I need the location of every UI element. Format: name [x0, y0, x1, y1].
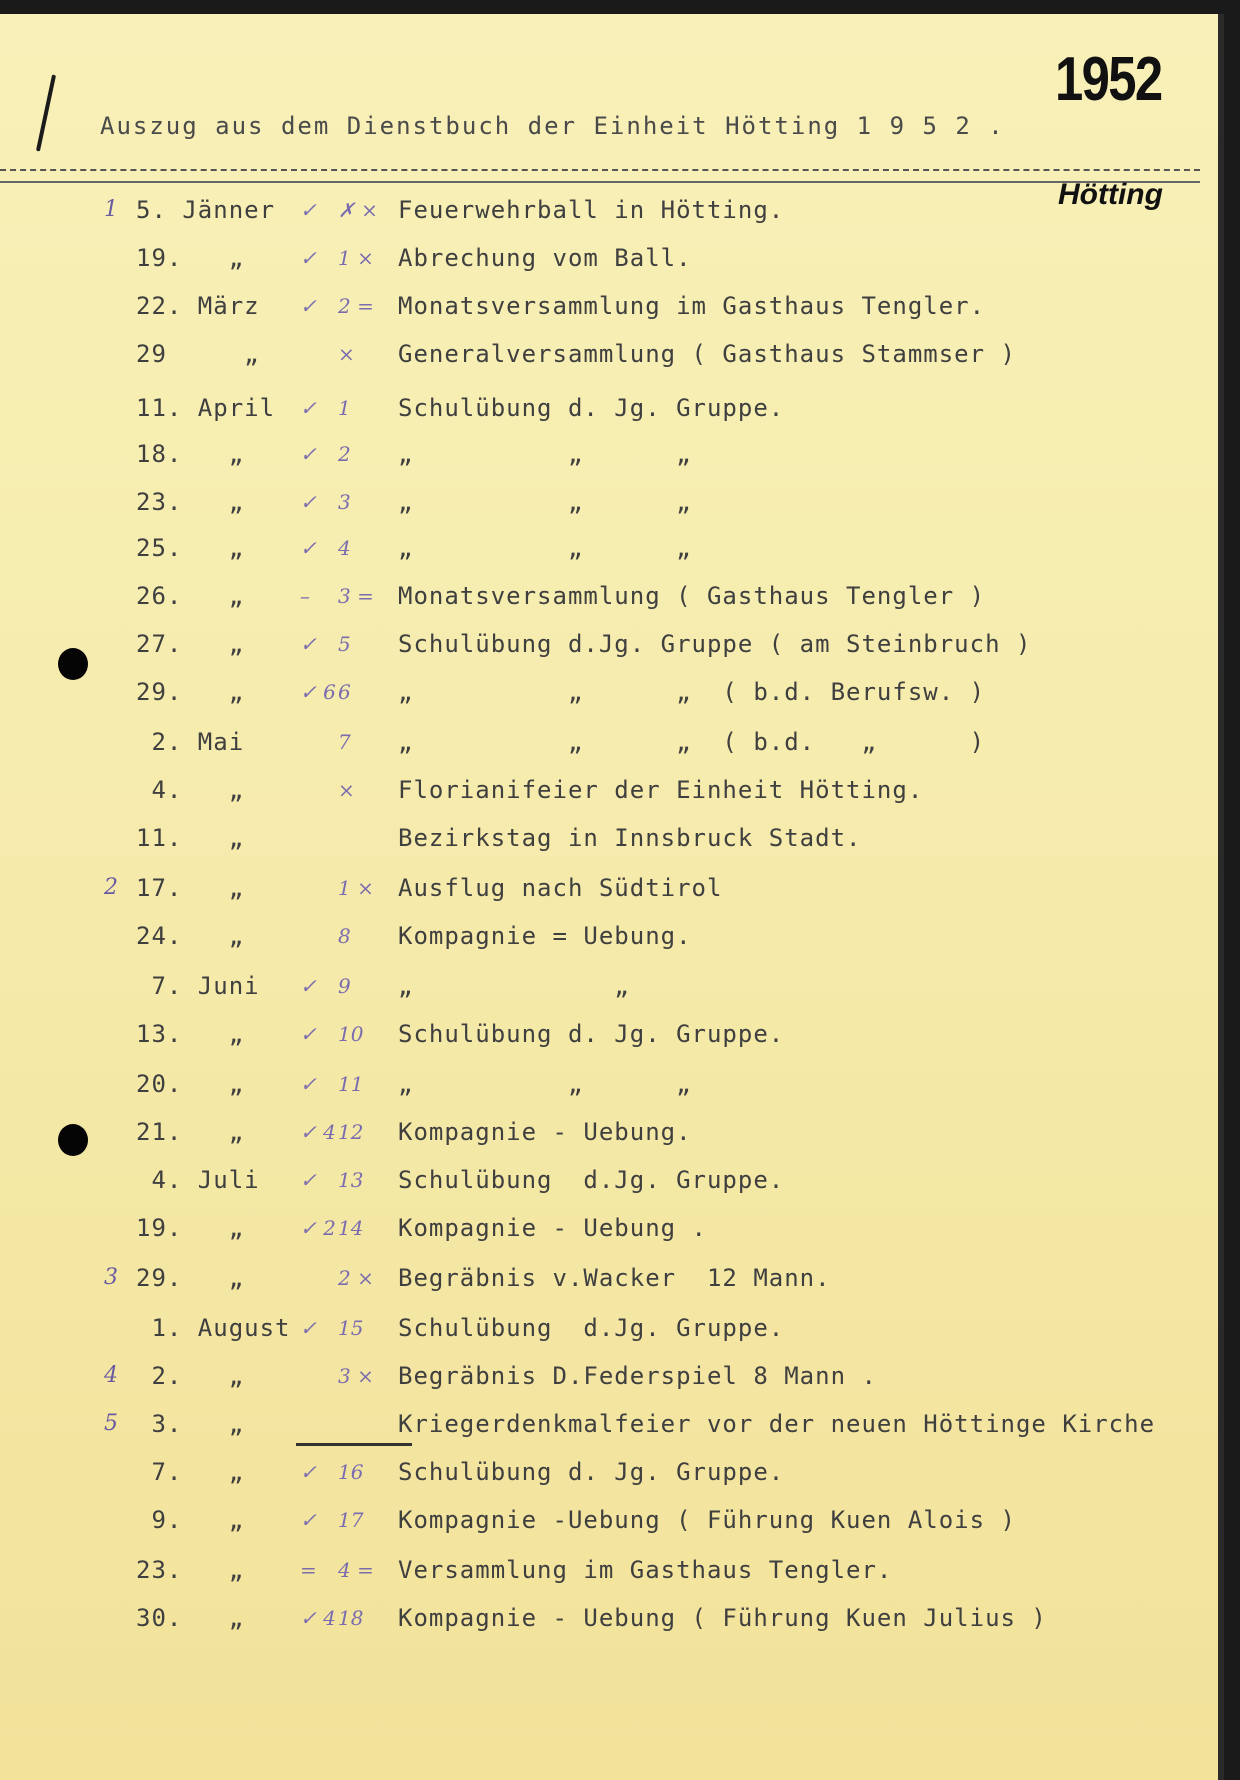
log-entry [0, 676, 1218, 722]
entry-date: 7. „ [136, 1458, 245, 1486]
entry-number: 15 [338, 1316, 364, 1340]
check-mark: ✓ [300, 442, 317, 466]
log-entry [0, 1212, 1218, 1258]
log-entry [0, 1504, 1218, 1550]
log-entry [0, 1068, 1218, 1114]
log-entry [0, 1456, 1218, 1502]
entry-date: 2. „ [136, 1362, 245, 1390]
check-mark: ✓ [300, 246, 317, 270]
entry-number: 18 [338, 1606, 364, 1630]
entry-number: 4 = [338, 1558, 374, 1582]
log-entry [0, 438, 1218, 484]
check-mark: ✓ [300, 536, 317, 560]
document-title: Auszug aus dem Dienstbuch der Einheit Hötting 1 9 5 2 . [100, 112, 1005, 140]
entry-date: 11. „ [136, 824, 245, 852]
entry-number: 16 [338, 1460, 364, 1484]
margin-note: 5 [104, 1411, 118, 1436]
entry-text: Schulübung d.Jg. Gruppe. [398, 1166, 785, 1194]
entry-date: 18. „ [136, 440, 245, 468]
location-stamp: Hötting [1058, 178, 1163, 211]
check-mark: ✓ [300, 1072, 317, 1096]
entry-text: Kompagnie = Uebung. [398, 922, 692, 950]
entry-text: Schulübung d. Jg. Gruppe. [398, 1458, 785, 1486]
log-entry [0, 290, 1218, 336]
entry-date: 29. „ [136, 678, 245, 706]
log-entry [0, 194, 1218, 240]
entry-text: Schulübung d.Jg. Gruppe ( am Steinbruch ) [398, 630, 1032, 658]
entry-text: Generalversammlung ( Gasthaus Stammser ) [398, 340, 1016, 368]
entry-date: 26. „ [136, 582, 245, 610]
check-mark: ✓ [300, 974, 317, 998]
log-entry [0, 580, 1218, 626]
entry-number: ✗ × [338, 198, 378, 222]
log-entry [0, 822, 1218, 868]
entry-text: Begräbnis v.Wacker 12 Mann. [398, 1264, 831, 1292]
check-mark: ✓ [300, 490, 317, 514]
entry-date: 25. „ [136, 534, 245, 562]
log-entry [0, 1312, 1218, 1358]
entry-number: 12 [338, 1120, 364, 1144]
entry-number: × [338, 778, 355, 802]
check-mark: ✓ 6 [300, 680, 336, 704]
entry-number: 4 [338, 536, 351, 560]
entry-number: 5 [338, 632, 351, 656]
entry-number: 7 [338, 730, 351, 754]
log-entry [0, 1408, 1218, 1454]
entry-date: 11. April [136, 394, 276, 422]
entry-number: × [338, 342, 355, 366]
check-mark: ✓ [300, 1460, 317, 1484]
entry-date: 19. „ [136, 244, 245, 272]
entry-date: 4. „ [136, 776, 245, 804]
handwritten-strikethrough [296, 1443, 412, 1446]
entry-date: 1. August [136, 1314, 291, 1342]
entry-number: 2 [338, 442, 351, 466]
entry-text: Kompagnie - Uebung. [398, 1118, 692, 1146]
check-mark: ✓ [300, 632, 317, 656]
entry-text: Begräbnis D.Federspiel 8 Mann . [398, 1362, 877, 1390]
log-entry [0, 1164, 1218, 1210]
entry-date: 19. „ [136, 1214, 245, 1242]
entry-number: 2 = [338, 294, 374, 318]
check-mark: ✓ [300, 1168, 317, 1192]
entry-date: 4. Juli [136, 1166, 260, 1194]
log-entry [0, 1360, 1218, 1406]
solid-divider [0, 181, 1200, 183]
entry-number: 3 × [338, 1364, 374, 1388]
log-entry [0, 628, 1218, 674]
entry-number: 11 [338, 1072, 364, 1096]
log-entry [0, 532, 1218, 578]
entry-text: „ „ „ [398, 440, 692, 468]
entry-date: 29 „ [136, 340, 260, 368]
log-entry [0, 338, 1218, 384]
entry-text: Kriegerdenkmalfeier vor der neuen Höttinge Kirche [398, 1410, 1156, 1438]
entry-number: 1 × [338, 246, 374, 270]
entry-text: Abrechung vom Ball. [398, 244, 692, 272]
entry-text: Bezirkstag in Innsbruck Stadt. [398, 824, 862, 852]
check-mark: = [300, 1558, 317, 1582]
log-entry [0, 970, 1218, 1016]
entry-text: Versammlung im Gasthaus Tengler. [398, 1556, 893, 1584]
log-entry [0, 486, 1218, 532]
entry-text: Feuerwehrball in Hötting. [398, 196, 785, 224]
entry-date: 23. „ [136, 1556, 245, 1584]
entry-number: 3 [338, 490, 351, 514]
entry-text: Florianifeier der Einheit Hötting. [398, 776, 924, 804]
check-mark: ✓ [300, 1316, 317, 1340]
check-mark: ✓ 2 [300, 1216, 336, 1240]
check-mark: – [300, 584, 310, 608]
entry-number: 1 × [338, 876, 374, 900]
handwritten-slash-mark [36, 74, 56, 151]
entry-text: Kompagnie -Uebung ( Führung Kuen Alois ) [398, 1506, 1016, 1534]
entry-text: Kompagnie - Uebung . [398, 1214, 707, 1242]
entry-text: Kompagnie - Uebung ( Führung Kuen Julius ) [398, 1604, 1047, 1632]
log-entry [0, 774, 1218, 820]
check-mark: ✓ 4 [300, 1120, 336, 1144]
log-entry [0, 392, 1218, 438]
log-entry [0, 726, 1218, 772]
entry-number: 1 [338, 396, 351, 420]
log-entry [0, 1602, 1218, 1648]
margin-note: 2 [104, 875, 118, 900]
entry-number: 6 [338, 680, 351, 704]
entry-date: 21. „ [136, 1118, 245, 1146]
check-mark: ✓ [300, 294, 317, 318]
entry-text: Schulübung d. Jg. Gruppe. [398, 394, 785, 422]
entry-date: 13. „ [136, 1020, 245, 1048]
entry-date: 3. „ [136, 1410, 245, 1438]
entry-number: 9 [338, 974, 351, 998]
entry-text: „ „ „ ( b.d. „ ) [398, 728, 986, 756]
entry-date: 5. Jänner [136, 196, 276, 224]
log-entry [0, 1018, 1218, 1064]
margin-note: 3 [104, 1265, 118, 1290]
log-entry [0, 920, 1218, 966]
entry-number: 10 [338, 1022, 364, 1046]
entry-date: 22. März [136, 292, 260, 320]
entry-text: Schulübung d. Jg. Gruppe. [398, 1020, 785, 1048]
entry-date: 27. „ [136, 630, 245, 658]
entry-text: Monatsversammlung ( Gasthaus Tengler ) [398, 582, 986, 610]
entry-date: 17. „ [136, 874, 245, 902]
log-entry [0, 242, 1218, 288]
entry-number: 13 [338, 1168, 364, 1192]
log-entry [0, 1262, 1218, 1308]
check-mark: ✓ [300, 396, 317, 420]
margin-note: 1 [104, 197, 118, 222]
entry-text: Monatsversammlung im Gasthaus Tengler. [398, 292, 986, 320]
entry-number: 8 [338, 924, 351, 948]
document-page [0, 14, 1224, 1780]
entry-text: Schulübung d.Jg. Gruppe. [398, 1314, 785, 1342]
check-mark: ✓ [300, 198, 317, 222]
log-entry [0, 1554, 1218, 1600]
check-mark: ✓ [300, 1022, 317, 1046]
entry-text: „ „ „ ( b.d. Berufsw. ) [398, 678, 986, 706]
entry-date: 23. „ [136, 488, 245, 516]
entry-number: 17 [338, 1508, 364, 1532]
check-mark: ✓ [300, 1508, 317, 1532]
entry-number: 3 = [338, 584, 374, 608]
entry-text: „ „ „ [398, 1070, 692, 1098]
entry-date: 20. „ [136, 1070, 245, 1098]
dashed-divider [0, 169, 1200, 171]
log-entry [0, 1116, 1218, 1162]
entry-text: „ „ „ [398, 534, 692, 562]
entry-date: 2. Mai [136, 728, 245, 756]
entry-number: 14 [338, 1216, 364, 1240]
log-entry [0, 872, 1218, 918]
entry-date: 7. Juni [136, 972, 260, 1000]
entry-text: „ „ [398, 972, 630, 1000]
check-mark: ✓ 4 [300, 1606, 336, 1630]
entry-date: 30. „ [136, 1604, 245, 1632]
entry-text: „ „ „ [398, 488, 692, 516]
entry-date: 24. „ [136, 922, 245, 950]
year-stamp: 1952 [1055, 45, 1162, 114]
entry-date: 9. „ [136, 1506, 245, 1534]
entry-number: 2 × [338, 1266, 374, 1290]
entry-text: Ausflug nach Südtirol [398, 874, 723, 902]
entry-date: 29. „ [136, 1264, 245, 1292]
margin-note: 4 [104, 1363, 118, 1388]
